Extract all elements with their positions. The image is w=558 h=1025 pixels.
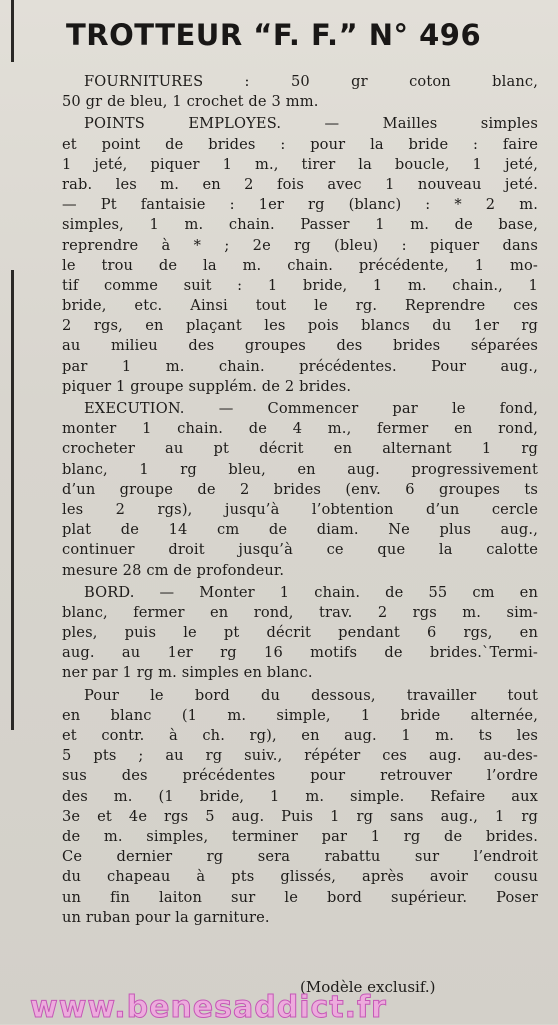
paragraph	[62, 114, 538, 397]
text-line: Pour le bord du dessous, travailler tout	[84, 686, 538, 704]
text-line: blanc, 1 rg bleu, en aug. progressivement	[62, 460, 538, 478]
text-line: mesure 28 cm de profondeur.	[62, 561, 285, 579]
text-line: du chapeau à pts glissés, après avoir cousu	[62, 868, 538, 886]
paragraph	[62, 72, 538, 112]
text-line: 1 jeté, piquer 1 m., tirer la boucle, 1 jeté,	[62, 155, 538, 173]
text-line: par 1 m. chain. précédentes. Pour aug.,	[62, 357, 538, 375]
text-line: ner par 1 rg m. simples en blanc.	[62, 664, 313, 682]
text-line: blanc, fermer en rond, trav. 2 rgs m. sim-	[62, 603, 538, 621]
text-line: rab. les m. en 2 fois avec 1 nouveau jeté.	[62, 175, 538, 193]
exclusive-model-note: (Modèle exclusif.)	[300, 978, 436, 996]
text-line: le trou de la m. chain. précédente, 1 mo-	[62, 256, 538, 274]
text-line: 5 pts ; au rg suiv., répéter ces aug. au-des-	[62, 747, 538, 765]
paragraph	[62, 583, 538, 684]
text-line: Ce dernier rg sera rabattu sur l’endroit	[62, 848, 538, 866]
text-line: monter 1 chain. de 4 m., fermer en rond,	[62, 420, 538, 438]
text-line: POINTS EMPLOYES. — Mailles simples	[84, 115, 538, 133]
text-line: aug. au 1er rg 16 motifs de brides.`Termi-	[62, 644, 538, 662]
text-line: et contr. à ch. rg), en aug. 1 m. ts les	[62, 727, 538, 744]
text-line: sus des précédentes pour retrouver l’ordre	[62, 767, 538, 785]
text-line: en blanc (1 m. simple, 1 bride alternée,	[62, 706, 538, 724]
text-line: des m. (1 bride, 1 m. simple. Refaire aux	[62, 787, 538, 805]
text-line: les 2 rgs), jusqu’à l’obtention d’un cercle	[62, 500, 538, 518]
text-line: un ruban pour la garniture.	[62, 908, 270, 926]
pattern-instructions	[62, 72, 538, 930]
text-line: BORD. — Monter 1 chain. de 55 cm en	[84, 583, 538, 601]
left-border-rule	[11, 0, 14, 62]
text-line: simples, 1 m. chain. Passer 1 m. de base,	[62, 216, 538, 234]
text-line: continuer droit jusqu’à ce que la calotte	[62, 541, 538, 559]
text-line: plat de 14 cm de diam. Ne plus aug.,	[62, 521, 538, 539]
text-line: — Pt fantaisie : 1er rg (blanc) : * 2 m.	[62, 196, 538, 214]
text-line: 2 rgs, en plaçant les pois blancs du 1er rg	[62, 317, 538, 335]
text-line: tif comme suit : 1 bride, 1 m. chain., 1	[62, 276, 538, 294]
text-line: un fin laiton sur le bord supérieur. Poser	[62, 888, 538, 906]
text-line: de m. simples, terminer par 1 rg de brides.	[62, 827, 538, 845]
text-line: au milieu des groupes des brides séparées	[62, 337, 538, 355]
left-border-rule	[11, 270, 14, 730]
paragraph	[62, 686, 538, 928]
text-line: reprendre à * ; 2e rg (bleu) : piquer dans	[62, 236, 538, 254]
text-line: EXECUTION. — Commencer par le fond,	[84, 400, 538, 417]
text-line: 50 gr de bleu, 1 crochet de 3 mm.	[62, 93, 319, 111]
paragraph	[62, 399, 538, 581]
text-line: bride, etc. Ainsi tout le rg. Reprendre ces	[62, 297, 538, 315]
text-line: ples, puis le pt décrit pendant 6 rgs, en	[62, 624, 538, 642]
site-watermark: www.benesaddict.fr	[30, 990, 387, 1025]
text-line: crocheter au pt décrit en alternant 1 rg	[62, 440, 538, 458]
text-line: d’un groupe de 2 brides (env. 6 groupes ts	[62, 480, 538, 498]
text-line: 3e et 4e rgs 5 aug. Puis 1 rg sans aug., 1 rg	[62, 807, 538, 825]
text-line: piquer 1 groupe supplém. de 2 brides.	[62, 377, 352, 395]
pattern-title: TROTTEUR “F. F.” N° 496	[66, 18, 482, 52]
text-line: FOURNITURES : 50 gr coton blanc,	[84, 73, 538, 90]
text-line: et point de brides : pour la bride : faire	[62, 135, 538, 153]
